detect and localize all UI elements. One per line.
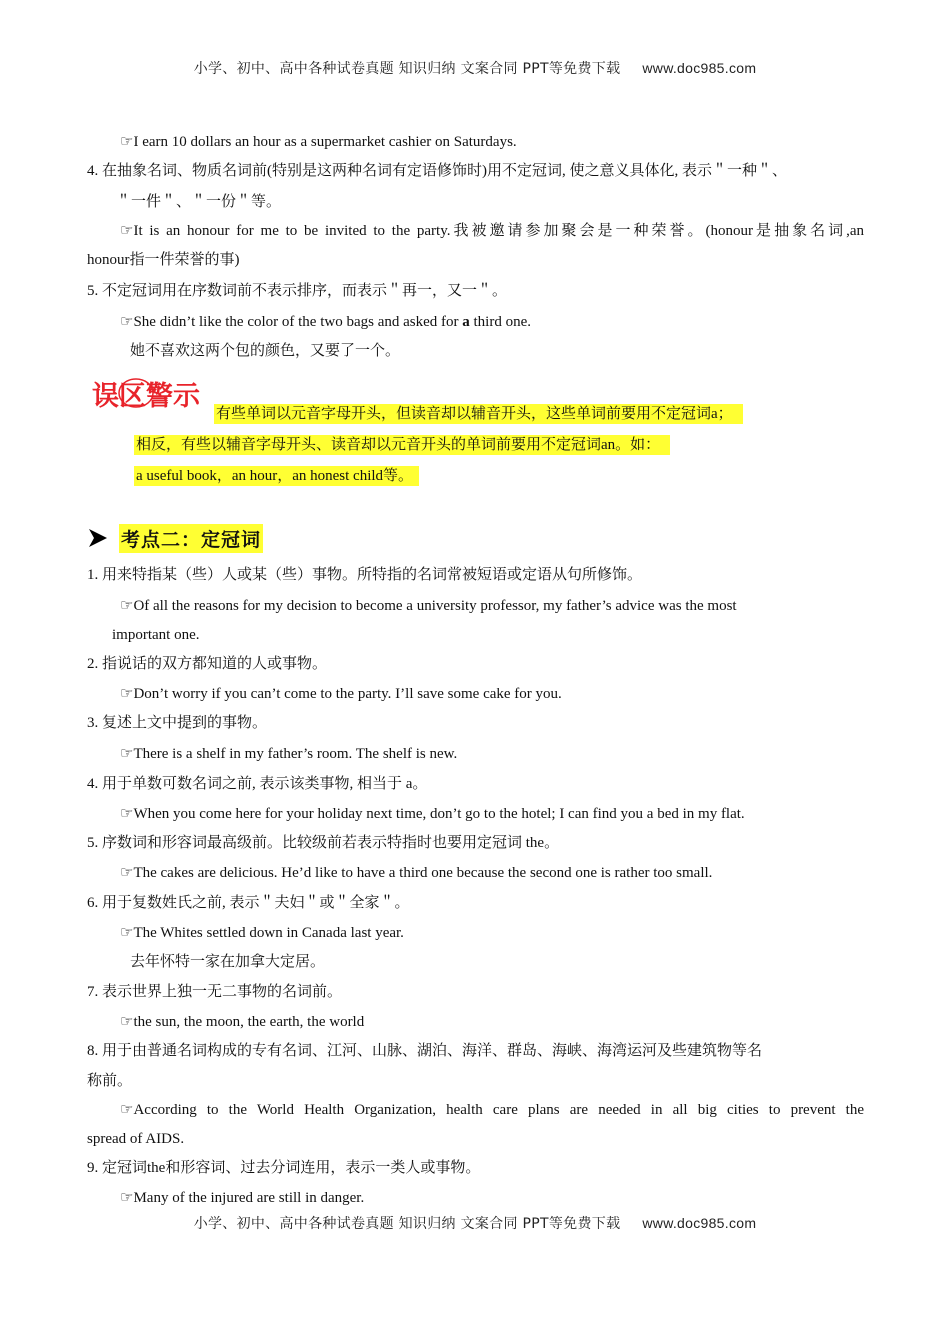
rule-line: 称前。: [87, 1073, 133, 1089]
warning-logo-text: 误区警示: [92, 381, 200, 412]
section-title: 考点二：定冠词: [119, 524, 263, 553]
rule-line: 1. 用来特指某（些）人或某（些）事物。所特指的名词常被短语或定语从句所修饰。: [87, 567, 643, 583]
rule-line: 2. 指说话的双方都知道的人或事物。: [87, 656, 328, 672]
example-line: ☞Many of the injured are still in danger.: [120, 1190, 365, 1206]
footer-url: www.doc985.com: [642, 1215, 757, 1231]
translation-line: 她不喜欢这两个包的颜色，又要了一个。: [130, 343, 401, 359]
rule-line: 4. 用于单数可数名词之前, 表示该类事物, 相当于 a。: [87, 776, 428, 792]
example-line: ☞I earn 10 dollars an hour as a supermarket cashier on Saturdays.: [120, 134, 517, 150]
warning-text: a useful book，an hour，an honest child等。: [134, 466, 419, 486]
rule-line: 9. 定冠词the和形容词、过去分词连用，表示一类人或事物。: [87, 1160, 481, 1176]
rule-line: 6. 用于复数姓氏之前, 表示＂夫妇＂或＂全家＂。: [87, 895, 410, 911]
example-line: ☞The cakes are delicious. He’d like to have a third one because the second one is rather too small.: [120, 865, 713, 881]
example-line: ☞When you come here for your holiday next time, don’t go to the hotel; I can find you a bed in my flat.: [120, 806, 745, 822]
rule-line: 8. 用于由普通名词构成的专有名词、江河、山脉、湖泊、海洋、群岛、海峡、海湾运河及些建筑物等名: [87, 1043, 763, 1059]
rule-line: ＂一件＂、＂一份＂等。: [116, 194, 282, 210]
example-line: ☞There is a shelf in my father’s room. The shelf is new.: [120, 746, 458, 762]
page-footer: [0, 1213, 950, 1233]
example-line: spread of AIDS.: [87, 1131, 185, 1147]
example-text: third one.: [469, 314, 532, 330]
rule-line: 3. 复述上文中提到的事物。: [87, 715, 268, 731]
rule-line: 5. 序数词和形容词最高级前。比较级前若表示特指时也要用定冠词 the。: [87, 835, 560, 851]
warning-logo: [92, 376, 208, 412]
example-line: ☞The Whites settled down in Canada last year.: [120, 925, 404, 941]
example-line: ☞It is an honour for me to be invited to the party.我被邀请参加聚会是一种荣誉。(honour是抽象名词,an: [120, 223, 864, 239]
rule-line: 4. 在抽象名词、物质名词前(特别是这两种名词有定语修饰时)用不定冠词, 使之意义具体化, 表示＂一种＂、: [87, 163, 787, 179]
example-line: ☞According to the World Health Organization, health care plans are needed in all big cities to prevent the: [120, 1102, 864, 1118]
warning-text: 有些单词以元音字母开头，但读音却以辅音开头，这些单词前要用不定冠词a；: [214, 404, 743, 424]
example-line: important one.: [112, 627, 200, 643]
emphasis-a: a: [462, 314, 470, 330]
page-header: [0, 58, 950, 78]
header-url: www.doc985.com: [642, 60, 757, 76]
translation-line: 去年怀特一家在加拿大定居。: [130, 954, 326, 970]
warning-text: 相反，有些以辅音字母开头、读音却以元音开头的单词前要用不定冠词an。如：: [134, 435, 670, 455]
example-line: ☞the sun, the moon, the earth, the world: [120, 1014, 365, 1030]
warning-line: [214, 404, 743, 424]
warning-line: [134, 435, 670, 455]
arrowhead-icon: [87, 527, 109, 549]
footer-text: 小学、初中、高中各种试卷真题 知识归纳 文案合同 PPT等免费下载: [193, 1216, 621, 1232]
rule-line: 7. 表示世界上独一无二事物的名词前。: [87, 984, 343, 1000]
section-heading: [87, 524, 263, 552]
example-line: ☞Of all the reasons for my decision to become a university professor, my father’s advice was the most: [120, 598, 737, 614]
warning-line: [134, 466, 419, 486]
example-line: honour指一件荣誉的事): [87, 252, 240, 268]
example-line: [120, 312, 531, 332]
header-text: 小学、初中、高中各种试卷真题 知识归纳 文案合同 PPT等免费下载: [193, 61, 621, 77]
example-text: ☞She didn’t like the color of the two bags and asked for: [120, 314, 463, 330]
example-line: ☞Don’t worry if you can’t come to the party. I’ll save some cake for you.: [120, 686, 562, 702]
rule-line: 5. 不定冠词用在序数词前不表示排序，而表示＂再一，又一＂。: [87, 283, 508, 299]
